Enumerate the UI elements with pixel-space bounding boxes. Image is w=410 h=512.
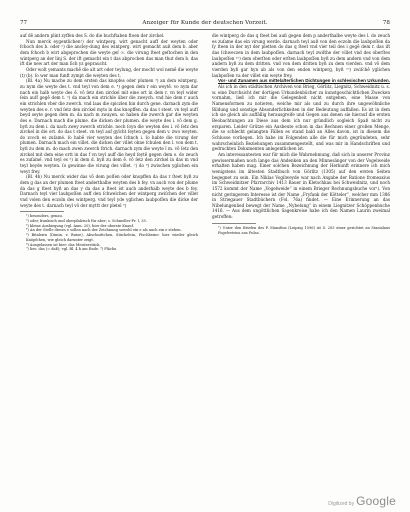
paragraph: (Bl. 4b) Nu merck wider das vō dem poſſen oder knopffen da das r ſteet byß zu dem g das an der plumen ſteet anderthalbe weyten des b fey. vn auch von der plume da das g ſteet byß an das y da das a ſteet ist auch anderhalb weyte des b fey. Darnach teyl vier laubpoſſen auff den ſchwelchen der wintperg zwiſchen der villet vnd volen den eczoln des wintperg. vnd teyl yde yglichen laubpoſſen die dicke der weyte des t. darnach teyl vō der myttt der pletel ⁹) [20,174,198,208]
footnote: ⁵) Bitaleirn (Dimin. v. Butze), Abschnittchen, Stückelein, Fischbeine: hier wieder gleich Knöpfchen, wie gleich darunter zeigt. [26,233,198,242]
footnote: ¹) Unter den Briefen des P. Mansfius (Leipzig 1596) ist S. 205 einer gerichtet an Stanislaus Fogelvetrius aus Pulsa. [218,225,390,235]
footnote: ⁶) Ausgelassen ist hier: das Meisterstück. [26,242,101,247]
paragraph: (Bl. 4a) Nu mache zu dem ersten das knopfes oder plumen ³) an dem wintperg. zu nym die weyte des t. vnd teyl von dem e. ⁴) gegen dem r ein weytē. vo nym dar nach ein halb weyte des ē. vō ſetz den zirckel mit eine ort in dem r. vn teyl wider ſein auſf gegē dem t. ⁵) da mach ein strichle über die zweych. vnd hie dem r auch ein strichlen vber die zwerch. vnd laas die spiczlen hin durch gene. darnach zym die weyten des e. r. vnd ſetz den zirckel myts in das knopffen. da das t steet. vn teyl aufſ beyd seyte gegen dem m. da nach m zwayen. so haben die zwerch gar die weyten des e. Darnach mach die plume. die dicken der plumen. die weyte des i. vō dem g. byß zu dem i. da nach zwey zwerch strichle. noch ſoyn die weyten des i. vō ſetz den zirckel in die ort. do das t steet. vn teyl auf gylcht ſeyten gegen dem v. zwo weyten. do zcoch es zuſamé. ſo habē vier weyten des ſchnch i. ſo habte die virung der plumen. Darnach mach ein villet. die dicken der villet ohne ſchulen den l. von dem t. byß zu dem m. do mach zwen zwerch ſtrich. darnach zym die weyte l m. vō ſetz den zirckel mit dem eine ortt in das f vn teyl auff die beyd ſeytē gegen dem o. do zeuch es zuſamé. vnd teyl es ⁶) in dem d. byß zu dem ē. vō ſetz den zirckel in das m vnd teyl beyde weyten. ſo gewinne die virung des villet. ⁷) do ⁸) zwischen yglichen ein weyt frey. [20,78,198,174]
header-rule [20,29,390,30]
paragraph: Als ich in den städtischen Archiven von Brieg, Görlitz, Liegnitz, Schweidnitz u. s. w. eine Durchsicht der dortigen Urkundenbücher zu kunstgeschichtlichen Zwecken vornahm, ließ ich mir die Gelegenheit nicht entgehen, eine Masse von Namensformen zu notieren, welche mir als und zu durch ihre ungewöhnliche Bildung und sonstige Absonderlichkeiten in der Bedeutung auffallen. Es ist in dem ich sie gleich als auffällig herausgreife und Gegen aus denen sie hierauf die ersten Beobachtungen an Diese aus dem ich nur gründlich sogleich Spaß nicht zu ersparen. Leider Grütze ein Ausbeute schon in das Rechnen einer großen Menge, die so schlecht gelangten Fällen es stand bald an Alles davon, ist in diesem die Schlusse vorliegen. Ich habe im Folgenden alle die für mich gegründeten, sehr wahrscheinlich Beziehungen zusammengestellt, und was mir in Handschriften und gedruckten Dokumenten anlegentlichen ist. [212,84,390,152]
footnote: ⁴) An der Stelle dieses e sollen nach der Zeichnung sowohl ein e als auch ein e stehen. [26,228,182,233]
google-logo: Google [356,494,396,508]
digitized-by-label: Digitized by [328,501,355,507]
google-watermark [328,494,396,508]
paragraph: Nun merck eygentlichen¹) der wintperg. wirt genacht auff der weyten oder fchoch des b. oder ²) die ancley-dung des wintperg. wirt gemacht auß dem b. aber dem fchoch b wirt abgeprochen die weyte geſ ☉. die virung ſteet geſtochen in den wintperg an der linj S. der ift gemacht ein t das abprochen das man thut dem b. das ift die new art der man ſich yz gepraucht. [20,38,198,67]
page-number-right: 78 [382,20,390,26]
footnote: ³) kleine Ausbiegung (vgl. Anm. 20), hier der oberste Knauf. [26,223,134,228]
footnote: ¹) besonders, genau. [26,214,63,219]
footnote-rule [212,223,256,224]
right-column [212,33,390,488]
page-number-left: 77 [20,20,28,26]
article-heading-rest: mittelalterlichen Dichtungen in schlesischen Urkunden. [268,78,390,84]
left-column [20,33,198,488]
paragraph: Am interessantesten war für mich die Wahrnehmung, daß sich in unserer Provinz gewissermaßen noch lange das Andenken an den Minnesänger von der Vogelweide erhalten haben mag. Einer solchen Bezeichnung der Herkunft erinnere ich mich wenigstens im ältesten Stadtbuch von Görlitz (1305) auf den ersten Seiten begegnet zu sein. Ein Niklas Vogilweyde war nach Angabe der Ratione fromeaxius im Schweidnitzer Pfarrarchiv 1413 Bauer in Kletschkau bei Schweidnitz, und noch 1572 kommt der Name „Vogelweide“ in einem Brieger Rechnungsbuche vor¹). Von nicht geringerem Interesse ist der Name „Fryfank der Kötteler“, welcher mm 1386 in Striegauer Stadtbüchern (Fol. 76a) findet. — Eine Erinnerung an das Nibelungenlied bewegt der Name „Nybelung“ in einem Liegnitzer Schöppenbuche 1416. — Aus dem ungöttlichen Sagenkreise habe ich den Namen Laurin zweimal getroffen: [212,151,390,220]
running-title: Anzeiger für Kunde der deutschen Vorzeit. [142,20,268,26]
paragraph: auf dē andern plint zyffen des S. do die buchftaben ftoen der zirckel. [20,33,165,38]
footnote: ⁷) lies: das (= daß); vgl. Bl. 4 b am Ende. ⁹) Fläche. [26,247,118,252]
article-heading-prefix: Vor- und Zunamen aus [218,78,269,84]
paragraph: Oder wolt yemants machē die alt art oder teylung, der mocht wol nemē die weyte (t) (b). ſo wer man funft zympt die weyten des t. [20,66,198,78]
running-header [20,20,390,29]
footnote-rule [20,211,64,212]
footnote: ²) oder, frankisch und oberpfalzisch für aber; s. Schmeller-Fr. I, 35. [26,219,147,224]
paragraph: die wintperg do das q ſteet bei auß gegen dem p anderthalbe weyte des l. do zeuch es zuſame das ein virung werde. darnach teyl auß von den eczoln die laubpoſſen da ſy ſteen in der nyt der pletten do das q ſteet vnd vier teil des i gegē dem r. das iſt das ſchweczen in dem laubpoſſen. darnach teyl zwiſthe der villet vnd des oberſtes laubpoſſen ¹⁰) dem oberſten oder erſten laubpoſſen byß zu dem andern vnd von dem andern byß zu dem dritten. vnd von dem dritten byß zu dem vierden. vnd vō dem vierden byß gar hyn ab als von den enden wintperg, byß ¹⁰) zwiſchē yglichen laubpoſſen va der villet ein weyte frey. [212,33,390,78]
journal-page [20,20,390,494]
